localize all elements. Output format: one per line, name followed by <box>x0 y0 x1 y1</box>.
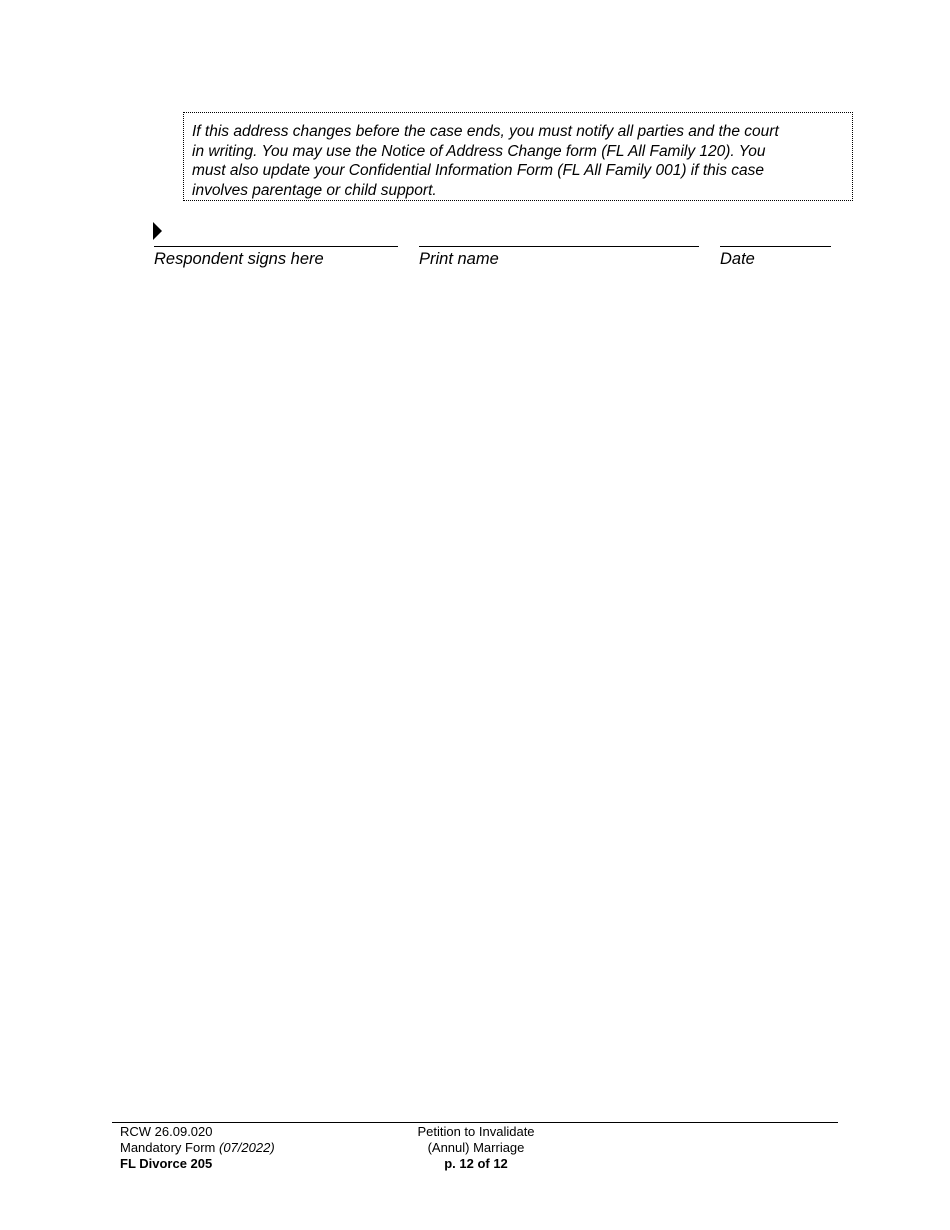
print-name-line[interactable] <box>419 246 699 247</box>
footer-title-line2: (Annul) Marriage <box>427 1140 525 1155</box>
footer-title-line1: Petition to Invalidate <box>417 1124 535 1139</box>
respondent-signs-label: Respondent signs here <box>154 250 324 268</box>
footer-form-info <box>120 1124 275 1172</box>
footer-form-type: Mandatory Form <box>120 1140 216 1155</box>
footer-form-id: FL Divorce 205 <box>120 1156 213 1171</box>
footer-page-number: p. 12 of 12 <box>444 1156 508 1171</box>
address-change-notice-box <box>183 112 853 201</box>
footer-document-title <box>384 1124 568 1172</box>
footer-form-type-line <box>120 1140 275 1156</box>
footer-form-date: (07/2022) <box>219 1140 275 1155</box>
date-label: Date <box>720 250 755 268</box>
address-change-notice-text: If this address changes before the case ends, you must notify all parties and the court in writing. You may use the Notice of Address Change form (FL All Family 120). You must also update your Confidential Information Form (FL All Family 001) if this case involves parentage or child support. <box>192 123 779 200</box>
respondent-signature-line[interactable] <box>154 246 398 247</box>
print-name-label: Print name <box>419 250 499 268</box>
sign-here-arrow-icon <box>153 222 162 240</box>
date-line[interactable] <box>720 246 831 247</box>
footer-divider <box>112 1122 838 1123</box>
footer-statute: RCW 26.09.020 <box>120 1124 213 1139</box>
